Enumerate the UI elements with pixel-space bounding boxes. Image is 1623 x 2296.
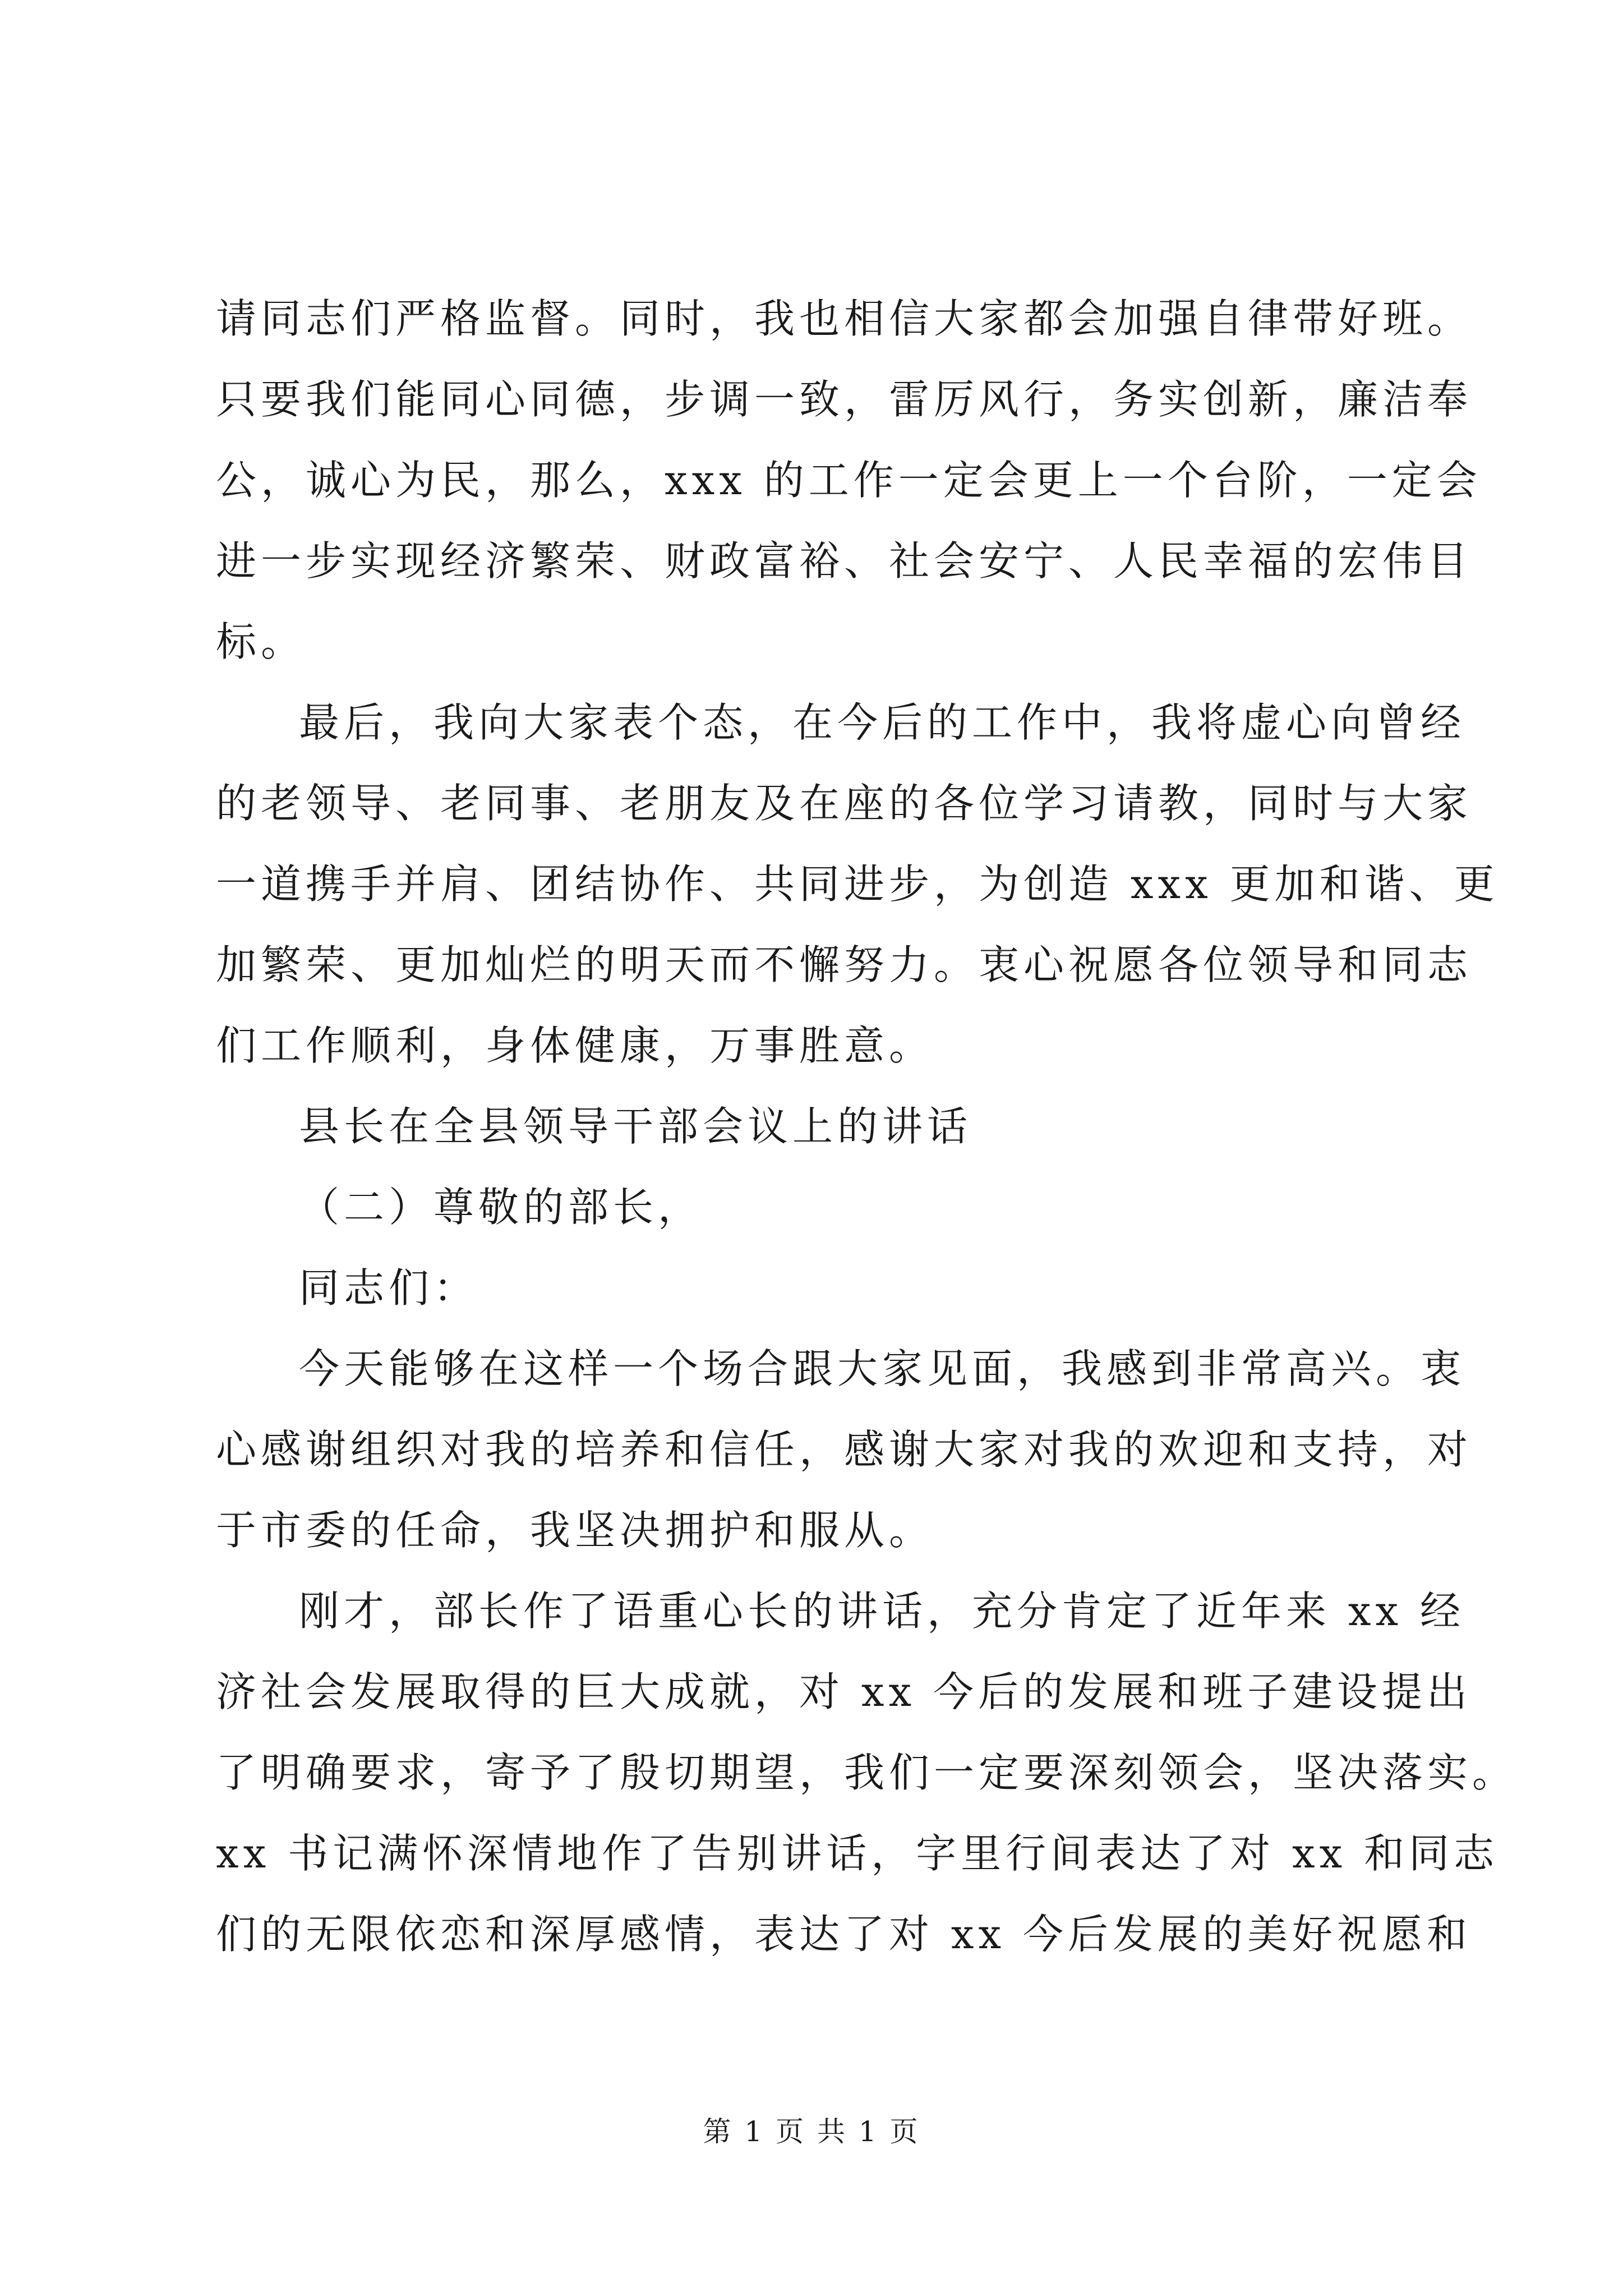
text-line: 一道携手并肩、团结协作、共同进步，为创造 xxx 更加和谐、更: [216, 861, 1499, 908]
text-line: 加繁荣、更加灿烂的明天而不懈努力。衷心祝愿各位领导和同志: [216, 941, 1473, 988]
text-line: 济社会发展取得的巨大成就，对 xx 今后的发展和班子建设提出: [216, 1668, 1472, 1715]
text-line: 们工作顺利，身体健康，万事胜意。: [216, 1022, 934, 1069]
text-line: 们的无限依恋和深厚感情，表达了对 xx 今后发展的美好祝愿和: [216, 1911, 1472, 1958]
section-title: 县长在全县领导干部会议上的讲话: [299, 1103, 972, 1150]
text-line: 请同志们严格监督。同时，我也相信大家都会加强自律带好班。: [216, 295, 1473, 342]
salutation-line: （二）尊敬的部长，: [299, 1184, 703, 1231]
paragraph-first-line: 刚才，部长作了语重心长的讲话，充分肯定了近年来 xx 经: [299, 1588, 1465, 1635]
paragraph-first-line: 今天能够在这样一个场合跟大家见面，我感到非常高兴。衷: [299, 1345, 1466, 1392]
salutation-line: 同志们：: [299, 1264, 479, 1312]
text-line: 标。: [216, 618, 306, 665]
text-line: 心感谢组织对我的培养和信任，感谢大家对我的欢迎和支持，对: [216, 1426, 1473, 1473]
text-line: xx 书记满怀深情地作了告别讲话，字里行间表达了对 xx 和同志: [216, 1830, 1499, 1877]
paragraph-first-line: 最后，我向大家表个态，在今后的工作中，我将虚心向曾经: [299, 699, 1466, 746]
text-line: 公，诚心为民，那么，xxx 的工作一定会更上一个台阶，一定会: [216, 457, 1482, 504]
text-line: 的老领导、老同事、老朋友及在座的各位学习请教，同时与大家: [216, 780, 1473, 827]
text-line: 于市委的任命，我坚决拥护和服从。: [216, 1507, 934, 1554]
text-line: 只要我们能同心同德，步调一致，雷厉风行，务实创新，廉洁奉: [216, 376, 1473, 423]
page-number-footer: 第 1 页 共 1 页: [703, 2115, 920, 2148]
text-line: 了明确要求，寄予了殷切期望，我们一定要深刻领会，坚决落实。: [216, 1749, 1518, 1796]
text-line: 进一步实现经济繁荣、财政富裕、社会安宁、人民幸福的宏伟目: [216, 537, 1473, 585]
